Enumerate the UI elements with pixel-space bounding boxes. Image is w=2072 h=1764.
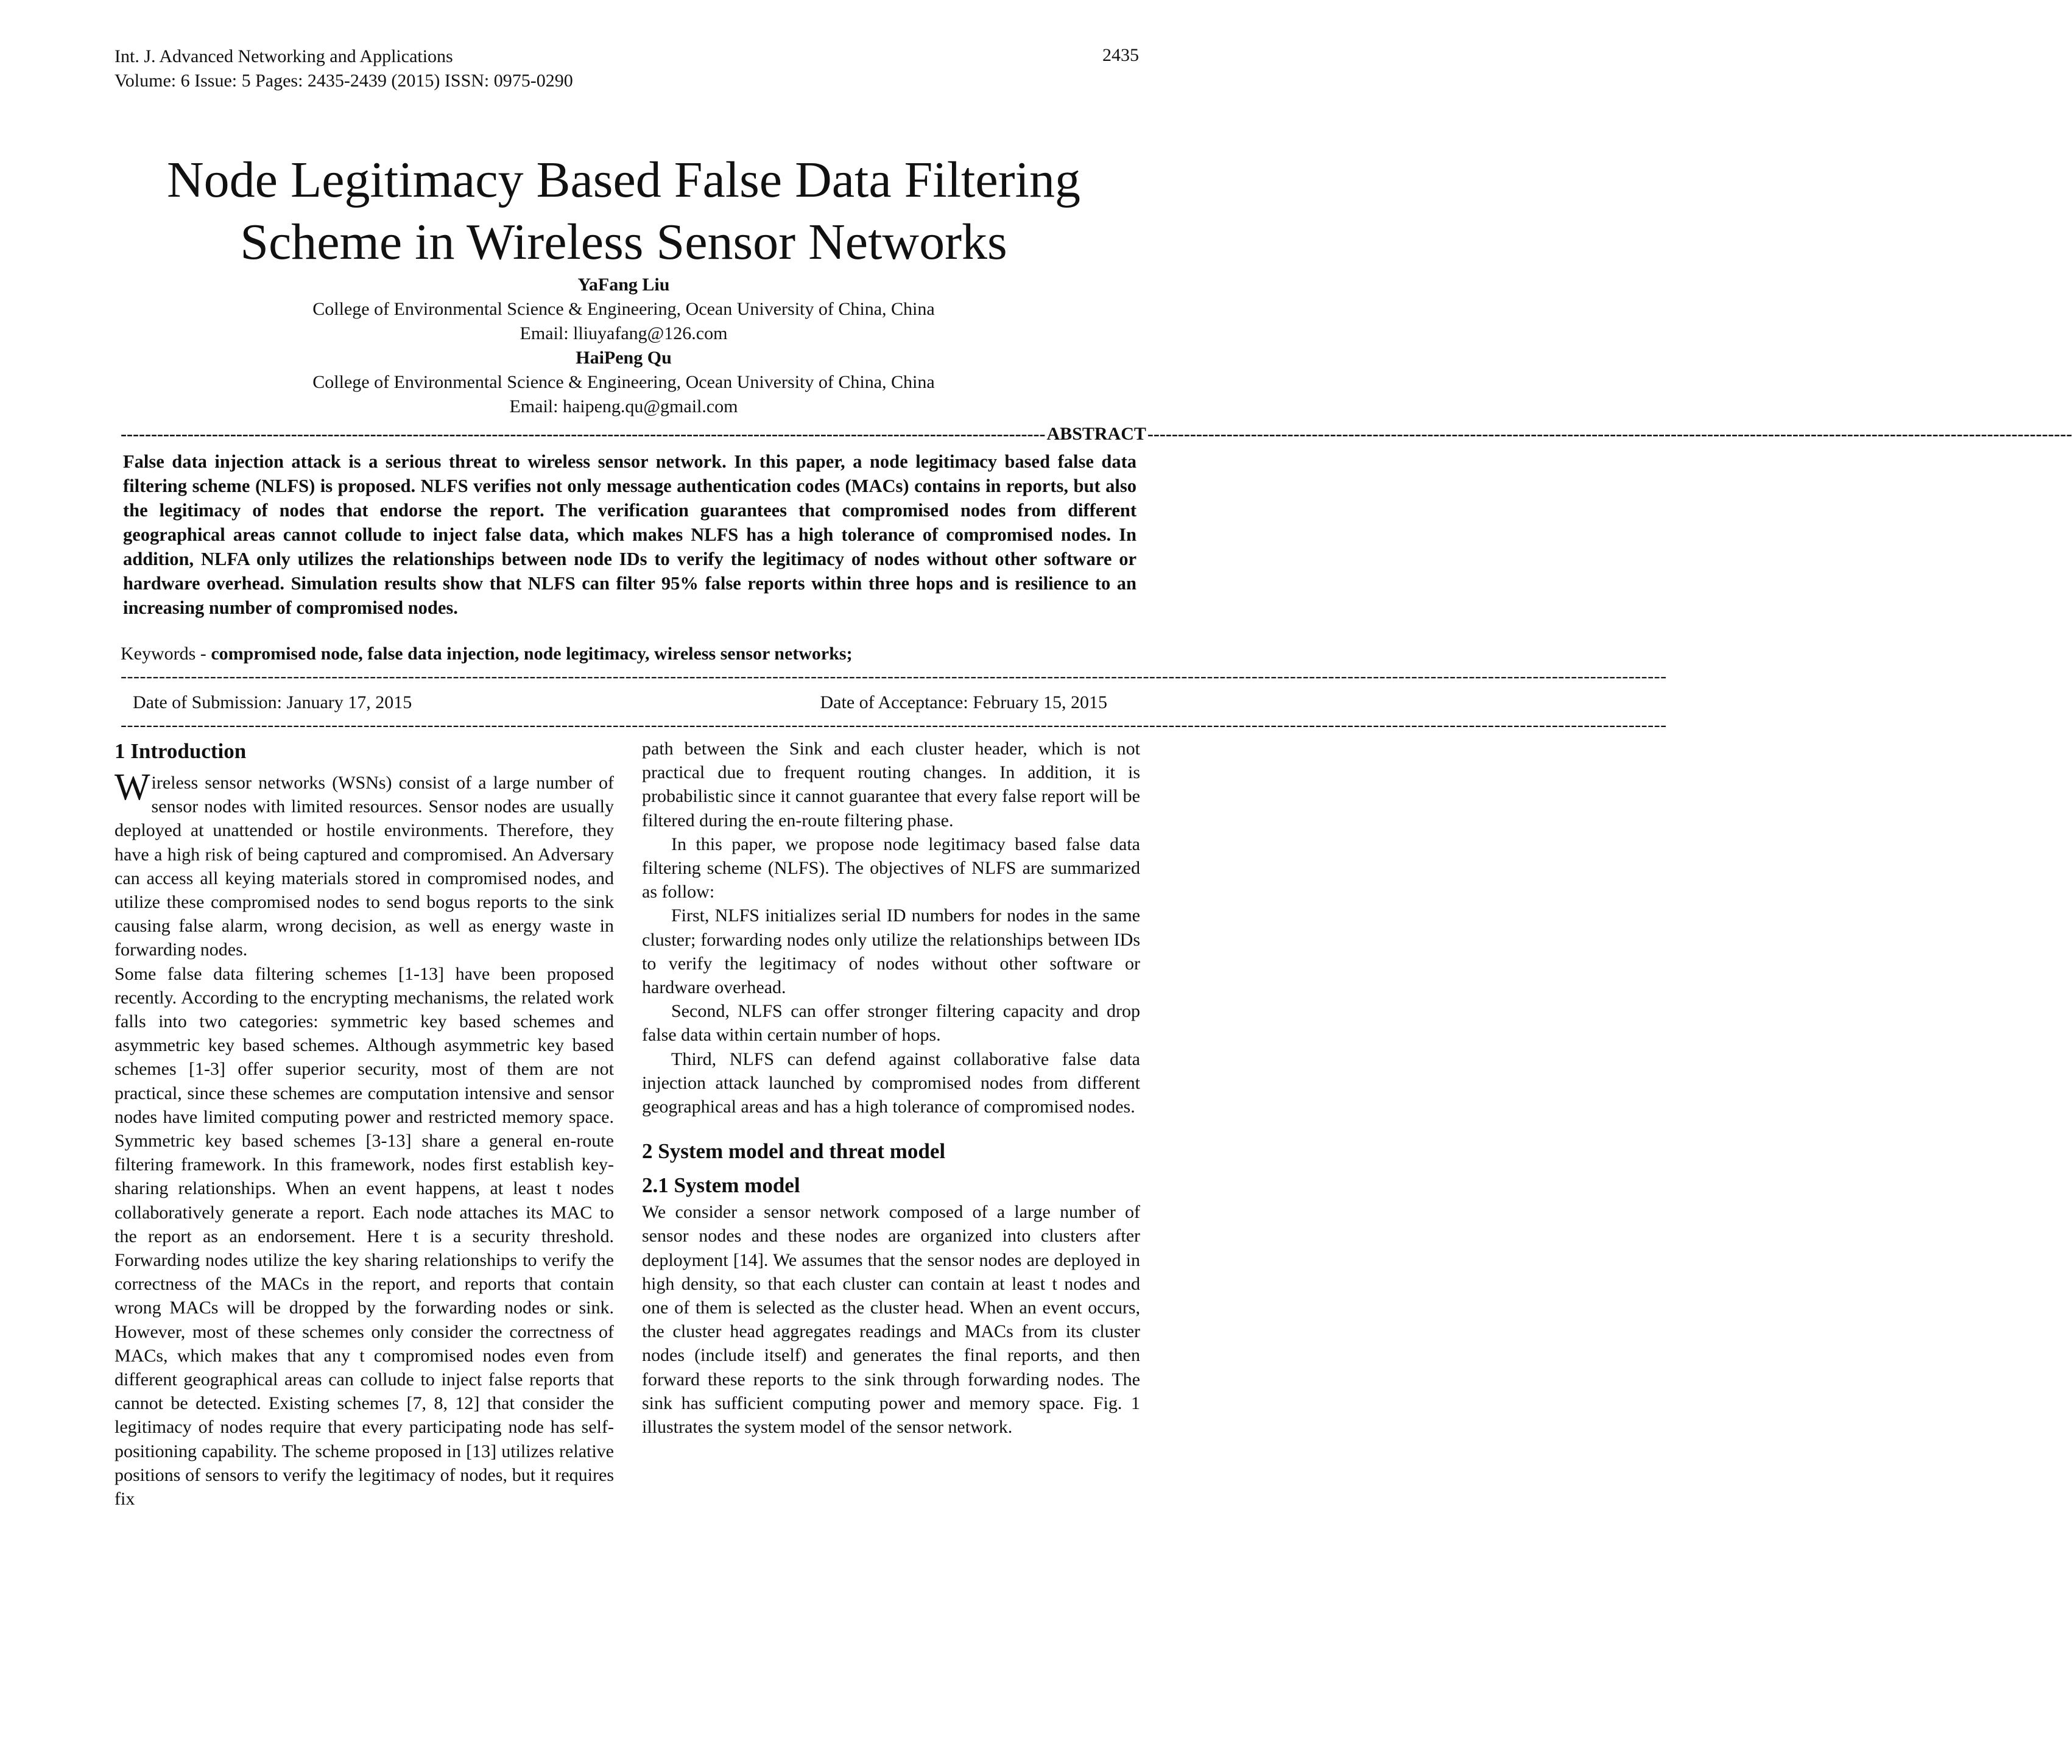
- keywords-label: Keywords -: [121, 644, 211, 664]
- author-1: [0, 273, 1247, 346]
- author-email: Email: haipeng.qu@gmail.com: [509, 396, 738, 416]
- paper-title: [0, 149, 1247, 273]
- paragraph: Third, NLFS can defend against collaborative false data injection attack launched by compromised nodes from different geographical areas and has a high tolerance of compromised nodes.: [642, 1049, 1140, 1117]
- dash-fill-right: --------------------------------------------------------------------------------------------------------------------------------------------------------: [1147, 424, 2072, 444]
- paragraph: path between the Sink and each cluster header, which is not practical due to frequent routing changes. In addition, it is probabilistic since it cannot guarantee that every false report will be filtered during the en-route filtering phase.: [642, 739, 1140, 831]
- section-heading: 1 Introduction: [115, 739, 247, 763]
- abstract-divider: [121, 422, 2072, 446]
- keywords-terms: compromised node, false data injection, node legitimacy, wireless sensor networks;: [211, 644, 853, 664]
- keywords: [121, 642, 853, 666]
- author-2: [0, 346, 1247, 419]
- intro-paragraph-1: [115, 767, 614, 962]
- journal-name: Int. J. Advanced Networking and Applications: [115, 46, 453, 66]
- author-affiliation: College of Environmental Science & Engineering, Ocean University of China, China: [312, 299, 935, 319]
- drop-cap: W: [115, 767, 150, 808]
- dates-row: [133, 690, 1107, 715]
- title-line-1: Node Legitimacy Based False Data Filtering: [167, 152, 1080, 208]
- submission-date: Date of Submission: January 17, 2015: [133, 692, 412, 712]
- paragraph-text: ireless sensor networks (WSNs) consist of a large number of sensor nodes with limited resources. Sensor nodes are usually deployed at unattended or hostile environments. Therefore, they have a high risk of being captured and compromised. An Adversary can access all keying materials stored in compromised nodes, and utilize these compromised nodes to send bogus reports to the sink causing false alarm, wrong decision, as well as energy waste in forwarding nodes.: [115, 773, 614, 960]
- left-column: [115, 737, 614, 1511]
- author-affiliation: College of Environmental Science & Engineering, Ocean University of China, China: [312, 372, 935, 392]
- abstract-label: ABSTRACT: [1046, 424, 1146, 444]
- acceptance-date: Date of Acceptance: February 15, 2015: [820, 692, 1107, 712]
- dash-fill-left: --------------------------------------------------------------------------------------------------------------------------------------------------------: [121, 424, 1046, 444]
- divider-rule: --------------------------------------------------------------------------------------------------------------------------------------------------------------------------------------------------------------------------------------------------: [121, 715, 1667, 735]
- intro-paragraph-2: Some false data filtering schemes [1-13] have been proposed recently. According to the encrypting mechanisms, the related work falls into two categories: symmetric key based schemes and asymmetric key based schemes. Although asymmetric key based schemes [1-3] offer superior security, most of them are not practical, since these schemes are computation intensive and sensor nodes have limited computing power and restricted memory space. Symmetric key based schemes [3-13] share a general en-route filtering framework. In this framework, nodes first establish key-sharing relationships. When an event happens, at least t nodes collaboratively generate a report. Each node attaches its MAC to the report as an endorsement. Here t is a security threshold. Forwarding nodes utilize the key sharing relationships to verify the correctness of the MACs in the report, and reports that contain wrong MACs will be dropped by the forwarding nodes or sink. However, most of these schemes only consider the correctness of MACs, which makes that any t compromised nodes even from different geographical areas can collude to inject false reports that cannot be detected. Existing schemes [7, 8, 12] that consider the legitimacy of nodes require that every participating node has self-positioning capability. The scheme proposed in [13] utilizes relative positions of sensors to verify the legitimacy of nodes, but it requires fix: [115, 963, 614, 1509]
- volume-line: Volume: 6 Issue: 5 Pages: 2435-2439 (2015) ISSN: 0975-0290: [115, 71, 573, 91]
- divider-rule: --------------------------------------------------------------------------------------------------------------------------------------------------------------------------------------------------------------------------------------------------: [121, 666, 1667, 686]
- author-name: HaiPeng Qu: [576, 348, 672, 368]
- paragraph: First, NLFS initializes serial ID numbers for nodes in the same cluster; forwarding nodes only utilize the relationships between IDs to verify the legitimacy of nodes without other software or hardware overhead.: [642, 905, 1140, 998]
- paragraph: In this paper, we propose node legitimacy based false data filtering scheme (NLFS). The objectives of NLFS are summarized as follow:: [642, 834, 1140, 902]
- paragraph: Second, NLFS can offer stronger filtering capacity and drop false data within certain number of hops.: [642, 1001, 1140, 1045]
- title-line-2: Scheme in Wireless Sensor Networks: [240, 214, 1007, 270]
- author-name: YaFang Liu: [577, 275, 670, 295]
- right-column: [642, 737, 1140, 1439]
- page-number: 2435: [1102, 45, 1139, 65]
- author-email: Email: lliuyafang@126.com: [520, 323, 728, 343]
- paragraph: We consider a sensor network composed of a large number of sensor nodes and these nodes are organized into clusters after deployment [14]. We assumes that the sensor nodes are deployed in high density, so that each cluster can contain at least t nodes and one of them is selected as the cluster head. When an event occurs, the cluster head aggregates readings and MACs from its cluster nodes (include itself) and generates the final reports, and then forward these reports to the sink through forwarding nodes. The sink has sufficient computing power and memory space. Fig. 1 illustrates the system model of the sensor network.: [642, 1202, 1140, 1438]
- section-heading: 2 System model and threat model: [642, 1139, 946, 1164]
- abstract-text: False data injection attack is a serious threat to wireless sensor network. In this paper, a node legitimacy based false data filtering scheme (NLFS) is proposed. NLFS verifies not only message authentication codes (MACs) contains in reports, but also the legitimacy of nodes that endorse the report. The verification guarantees that compromised nodes from different geographical areas cannot collude to inject false data, which makes NLFS has a high tolerance of compromised nodes. In addition, NLFA only utilizes the relationships between node IDs to verify the legitimacy of nodes without other software or hardware overhead. Simulation results show that NLFS can filter 95% false reports within three hops and is resilience to an increasing number of compromised nodes.: [123, 451, 1136, 618]
- subsection-heading: 2.1 System model: [642, 1173, 800, 1198]
